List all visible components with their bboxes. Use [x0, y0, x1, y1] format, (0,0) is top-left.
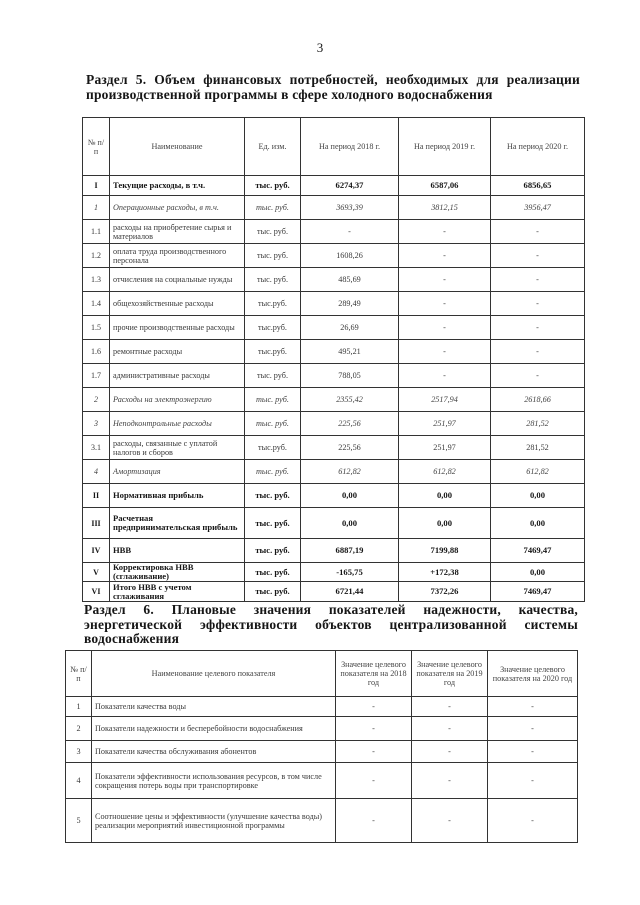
row-value-2020: -: [491, 316, 585, 340]
row-value-2019: -: [412, 799, 488, 843]
section-6-title: Раздел 6. Плановые значения показателей надежности, качества, энергетической эффективности объектов централизованной системы водоснабжения: [84, 602, 578, 646]
row-value-2018: 1608,26: [301, 244, 399, 268]
row-unit: тыс. руб.: [245, 220, 301, 244]
row-value-2020: 3956,47: [491, 196, 585, 220]
row-value-2019: 0,00: [399, 508, 491, 539]
row-unit: тыс. руб.: [245, 364, 301, 388]
row-value-2018: 3693,39: [301, 196, 399, 220]
table-row: [83, 563, 585, 582]
row-unit: тыс.руб.: [245, 436, 301, 460]
row-value-2019: -: [399, 316, 491, 340]
row-name: расходы на приобретение сырья и материалов: [110, 220, 245, 244]
row-value-2019: -: [399, 364, 491, 388]
row-value-2018: 788,05: [301, 364, 399, 388]
table-row: [83, 340, 585, 364]
row-value-2020: -: [488, 799, 578, 843]
row-number: 1: [83, 196, 110, 220]
row-value-2020: -: [488, 741, 578, 763]
table-row: [83, 582, 585, 602]
row-unit: тыс. руб.: [245, 176, 301, 196]
row-value-2019: 7372,26: [399, 582, 491, 602]
row-value-2019: 251,97: [399, 436, 491, 460]
row-name: Нормативная прибыль: [110, 484, 245, 508]
row-name: Операционные расходы, в т.ч.: [110, 196, 245, 220]
table-row: [83, 388, 585, 412]
row-number: 1.6: [83, 340, 110, 364]
row-value-2018: 6721,44: [301, 582, 399, 602]
row-value-2019: -: [412, 717, 488, 741]
row-value-2018: -: [336, 763, 412, 799]
row-number: 3: [66, 741, 92, 763]
row-value-2020: 6856,65: [491, 176, 585, 196]
row-value-2018: 6887,19: [301, 539, 399, 563]
header-indicator-name: Наименование целевого показателя: [92, 651, 336, 697]
row-value-2018: 495,21: [301, 340, 399, 364]
row-name: отчисления на социальные нужды: [110, 268, 245, 292]
financial-needs-table: [82, 117, 585, 602]
row-value-2020: 2618,66: [491, 388, 585, 412]
row-value-2020: 7469,47: [491, 539, 585, 563]
row-number: 1.5: [83, 316, 110, 340]
table-row: [66, 763, 578, 799]
row-indicator-name: Показатели качества обслуживания абонентов: [92, 741, 336, 763]
row-value-2020: -: [491, 244, 585, 268]
header-2019: На период 2019 г.: [399, 118, 491, 176]
row-unit: тыс. руб.: [245, 484, 301, 508]
row-name: Итого НВВ с учетом сглаживания: [110, 582, 245, 602]
row-number: 1: [66, 697, 92, 717]
row-value-2020: -: [491, 220, 585, 244]
row-name: оплата труда производственного персонала: [110, 244, 245, 268]
row-value-2019: 2517,94: [399, 388, 491, 412]
row-indicator-name: Показатели эффективности использования ресурсов, в том числе сокращения потерь воды при транспортировке: [92, 763, 336, 799]
table-row: [83, 460, 585, 484]
row-unit: тыс.руб.: [245, 340, 301, 364]
table-row: [83, 196, 585, 220]
row-name: общехозяйственные расходы: [110, 292, 245, 316]
row-unit: тыс. руб.: [245, 244, 301, 268]
row-value-2018: -: [336, 741, 412, 763]
row-unit: тыс.руб.: [245, 292, 301, 316]
table-row: [66, 717, 578, 741]
table-row: [83, 364, 585, 388]
row-name: Корректировка НВВ (сглаживание): [110, 563, 245, 582]
row-number: 4: [83, 460, 110, 484]
row-value-2020: 612,82: [491, 460, 585, 484]
row-unit: тыс. руб.: [245, 539, 301, 563]
row-value-2020: -: [491, 268, 585, 292]
row-number: 1.7: [83, 364, 110, 388]
row-unit: тыс. руб.: [245, 582, 301, 602]
row-value-2019: -: [399, 340, 491, 364]
financial-needs-rows: [83, 176, 585, 602]
row-value-2018: 612,82: [301, 460, 399, 484]
row-unit: тыс. руб.: [245, 412, 301, 436]
row-number: 4: [66, 763, 92, 799]
row-value-2019: 0,00: [399, 484, 491, 508]
row-value-2020: 0,00: [491, 563, 585, 582]
table-row: [83, 176, 585, 196]
row-number: II: [83, 484, 110, 508]
section-5-title: Раздел 5. Объем финансовых потребностей, необходимых для реализации производственной программы в сфере холодного водоснабжения: [86, 72, 580, 102]
row-value-2019: -: [399, 292, 491, 316]
row-number: I: [83, 176, 110, 196]
row-value-2018: 26,69: [301, 316, 399, 340]
row-value-2018: 0,00: [301, 508, 399, 539]
row-unit: тыс. руб.: [245, 268, 301, 292]
table-row: [83, 412, 585, 436]
row-value-2018: 485,69: [301, 268, 399, 292]
row-number: VI: [83, 582, 110, 602]
header-num: № п/п: [83, 118, 110, 176]
table-row: [83, 268, 585, 292]
table-row: [66, 799, 578, 843]
row-value-2019: 7199,88: [399, 539, 491, 563]
row-indicator-name: Соотношение цены и эффективности (улучшение качества воды) реализации мероприятий инвестиционной программы: [92, 799, 336, 843]
row-unit: тыс. руб.: [245, 196, 301, 220]
row-value-2020: -: [491, 364, 585, 388]
row-name: расходы, связанные с уплатой налогов и сборов: [110, 436, 245, 460]
row-unit: тыс. руб.: [245, 508, 301, 539]
row-name: прочие производственные расходы: [110, 316, 245, 340]
row-value-2019: 3812,15: [399, 196, 491, 220]
row-value-2019: 6587,06: [399, 176, 491, 196]
target-indicators-table: [65, 650, 578, 843]
table-row: [66, 741, 578, 763]
row-value-2020: -: [488, 763, 578, 799]
row-number: 1.4: [83, 292, 110, 316]
row-indicator-name: Показатели качества воды: [92, 697, 336, 717]
row-number: 2: [83, 388, 110, 412]
row-unit: тыс. руб.: [245, 388, 301, 412]
row-value-2019: -: [399, 268, 491, 292]
row-value-2018: 289,49: [301, 292, 399, 316]
row-value-2020: 281,52: [491, 436, 585, 460]
row-value-2019: -: [412, 763, 488, 799]
row-value-2018: -: [336, 697, 412, 717]
row-value-2018: -: [336, 717, 412, 741]
row-name: Текущие расходы, в т.ч.: [110, 176, 245, 196]
row-value-2019: 612,82: [399, 460, 491, 484]
table-row: [83, 484, 585, 508]
row-value-2018: 2355,42: [301, 388, 399, 412]
row-value-2019: +172,38: [399, 563, 491, 582]
row-number: 1.2: [83, 244, 110, 268]
row-name: административные расходы: [110, 364, 245, 388]
row-name: ремонтные расходы: [110, 340, 245, 364]
row-value-2019: -: [412, 741, 488, 763]
header-unit: Ед. изм.: [245, 118, 301, 176]
row-value-2020: -: [491, 340, 585, 364]
row-value-2020: -: [488, 697, 578, 717]
row-number: 1.1: [83, 220, 110, 244]
row-value-2018: 225,56: [301, 436, 399, 460]
row-number: 5: [66, 799, 92, 843]
table-row: [83, 508, 585, 539]
header-name: Наименование: [110, 118, 245, 176]
row-name: Расчетная предпринимательская прибыль: [110, 508, 245, 539]
header-num: № п/п: [66, 651, 92, 697]
row-number: 3.1: [83, 436, 110, 460]
row-name: Амортизация: [110, 460, 245, 484]
row-number: III: [83, 508, 110, 539]
row-value-2018: -: [301, 220, 399, 244]
header-value-2019: Значение целевого показателя на 2019 год: [412, 651, 488, 697]
row-number: IV: [83, 539, 110, 563]
header-value-2018: Значение целевого показателя на 2018 год: [336, 651, 412, 697]
row-value-2020: 0,00: [491, 508, 585, 539]
row-unit: тыс.руб.: [245, 316, 301, 340]
table-row: [83, 539, 585, 563]
row-value-2020: 0,00: [491, 484, 585, 508]
row-value-2018: -: [336, 799, 412, 843]
table-row: [83, 316, 585, 340]
header-2020: На период 2020 г.: [491, 118, 585, 176]
row-value-2019: 251,97: [399, 412, 491, 436]
target-indicators-rows: [66, 697, 578, 843]
row-value-2019: -: [399, 244, 491, 268]
row-value-2018: 6274,37: [301, 176, 399, 196]
table-row: [83, 436, 585, 460]
header-value-2020: Значение целевого показателя на 2020 год: [488, 651, 578, 697]
row-value-2018: 0,00: [301, 484, 399, 508]
row-value-2020: 281,52: [491, 412, 585, 436]
table-row: [83, 244, 585, 268]
table-row: [83, 220, 585, 244]
row-indicator-name: Показатели надежности и бесперебойности водоснабжения: [92, 717, 336, 741]
table-row: [66, 697, 578, 717]
row-value-2020: -: [491, 292, 585, 316]
row-unit: тыс. руб.: [245, 563, 301, 582]
header-2018: На период 2018 г.: [301, 118, 399, 176]
row-value-2018: 225,56: [301, 412, 399, 436]
page-number: 3: [316, 40, 324, 55]
row-name: НВВ: [110, 539, 245, 563]
row-value-2019: -: [399, 220, 491, 244]
row-value-2019: -: [412, 697, 488, 717]
row-value-2020: -: [488, 717, 578, 741]
row-value-2020: 7469,47: [491, 582, 585, 602]
row-number: V: [83, 563, 110, 582]
row-number: 3: [83, 412, 110, 436]
row-number: 2: [66, 717, 92, 741]
row-name: Расходы на электроэнергию: [110, 388, 245, 412]
row-name: Неподконтрольные расходы: [110, 412, 245, 436]
row-number: 1.3: [83, 268, 110, 292]
table-row: [83, 292, 585, 316]
row-value-2018: -165,75: [301, 563, 399, 582]
row-unit: тыс. руб.: [245, 460, 301, 484]
